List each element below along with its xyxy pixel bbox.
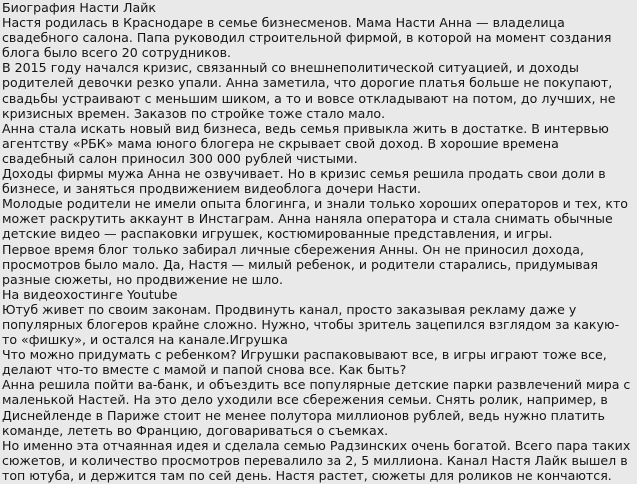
section-heading-youtube: На видеохостинге Youtube <box>2 286 178 302</box>
paragraph-youtube-laws: Ютуб живет по своим законам. Продвинуть канал, просто заказывая рекламу даже у популярных блогеров крайне сложно. Нужно, чтобы зритель зацепился взглядом за какую-то «фишку», и остался на канале.Игрушка <box>2 301 620 348</box>
paragraph-parks: Анна решила пойти ва-банк, и объездить все популярные детские парки развлечений мира с маленькой Настей. На это дело уходили все сбережения семьи. Снять ролик, например, в Диснейленде в Париже стоит не менее полутора миллионов рублей, ведь нужно платить команде, лететь во Францию, договариваться о съемках. <box>2 377 635 438</box>
paragraph-new-business: Анна стала искать новый вид бизнеса, ведь семья привыкла жить в достатке. В интервью агентству «РБК» мама юного блогера не скрывает свой доход. В хорошие времена свадебный салон приносил 300 000 рублей чистыми. <box>2 120 613 166</box>
paragraph-decision: Доходы фирмы мужа Анна не озвучивает. Но в кризис семья решила продать свои доли в бизнесе, и заняться продвижением видеоблога дочери Насти. <box>2 166 610 197</box>
paragraph-family: Настя родилась в Краснодаре в семье бизнесменов. Мама Насти Анна — владелица свадебного салона. Папа руководил строительной фирмой, в которой на момент создания блога было всего 20 сотрудников. <box>2 15 616 61</box>
paragraph-operators: Молодые родители не имели опыта блогинга, и знали только хороших операторов и тех, кто может раскрутить аккаунт в Инстаграм. Анна наняла оператора и стала снимать обычные детские видео — распаковки игрушек, костюмированные представления, и игры. <box>2 196 633 242</box>
paragraph-first-time: Первое время блог только забирал личные сбережения Анны. Он не приносил дохода, просмотров было мало. Да, Настя — милый ребенок, и родители старались, придумывая разные сюжеты, но продвижение не шло. <box>2 241 602 287</box>
article-title: Биография Насти Лайк <box>2 0 157 15</box>
paragraph-crisis: В 2015 году начался кризис, связанный со внешнеполитической ситуацией, и доходы родителей девочки резко упали. Анна заметила, что дорогие платья больше не покупают, свадьбы устраивают с меньшим шиком, а то и вовсе откладывают на потом, до лучших, не кризисных времен. Заказов по стройке тоже стало мало. <box>2 60 620 121</box>
paragraph-success: Но именно эта отчаянная идея и сделала семью Радзинских очень богатой. Всего пара таких сюжетов, и количество просмотров перевалило за 2, 5 миллиона. Канал Настя Лайк вышел в топ ютуба, и держится там по сей день. Настя растет, сюжеты для роликов не кончаются. <box>2 437 635 483</box>
paragraph-what-to-invent: Что можно придумать с ребенком? Игрушки распаковывают все, в игры играют тоже все, делают что-то вместе с мамой и папой снова все. Как быть? <box>2 347 611 378</box>
